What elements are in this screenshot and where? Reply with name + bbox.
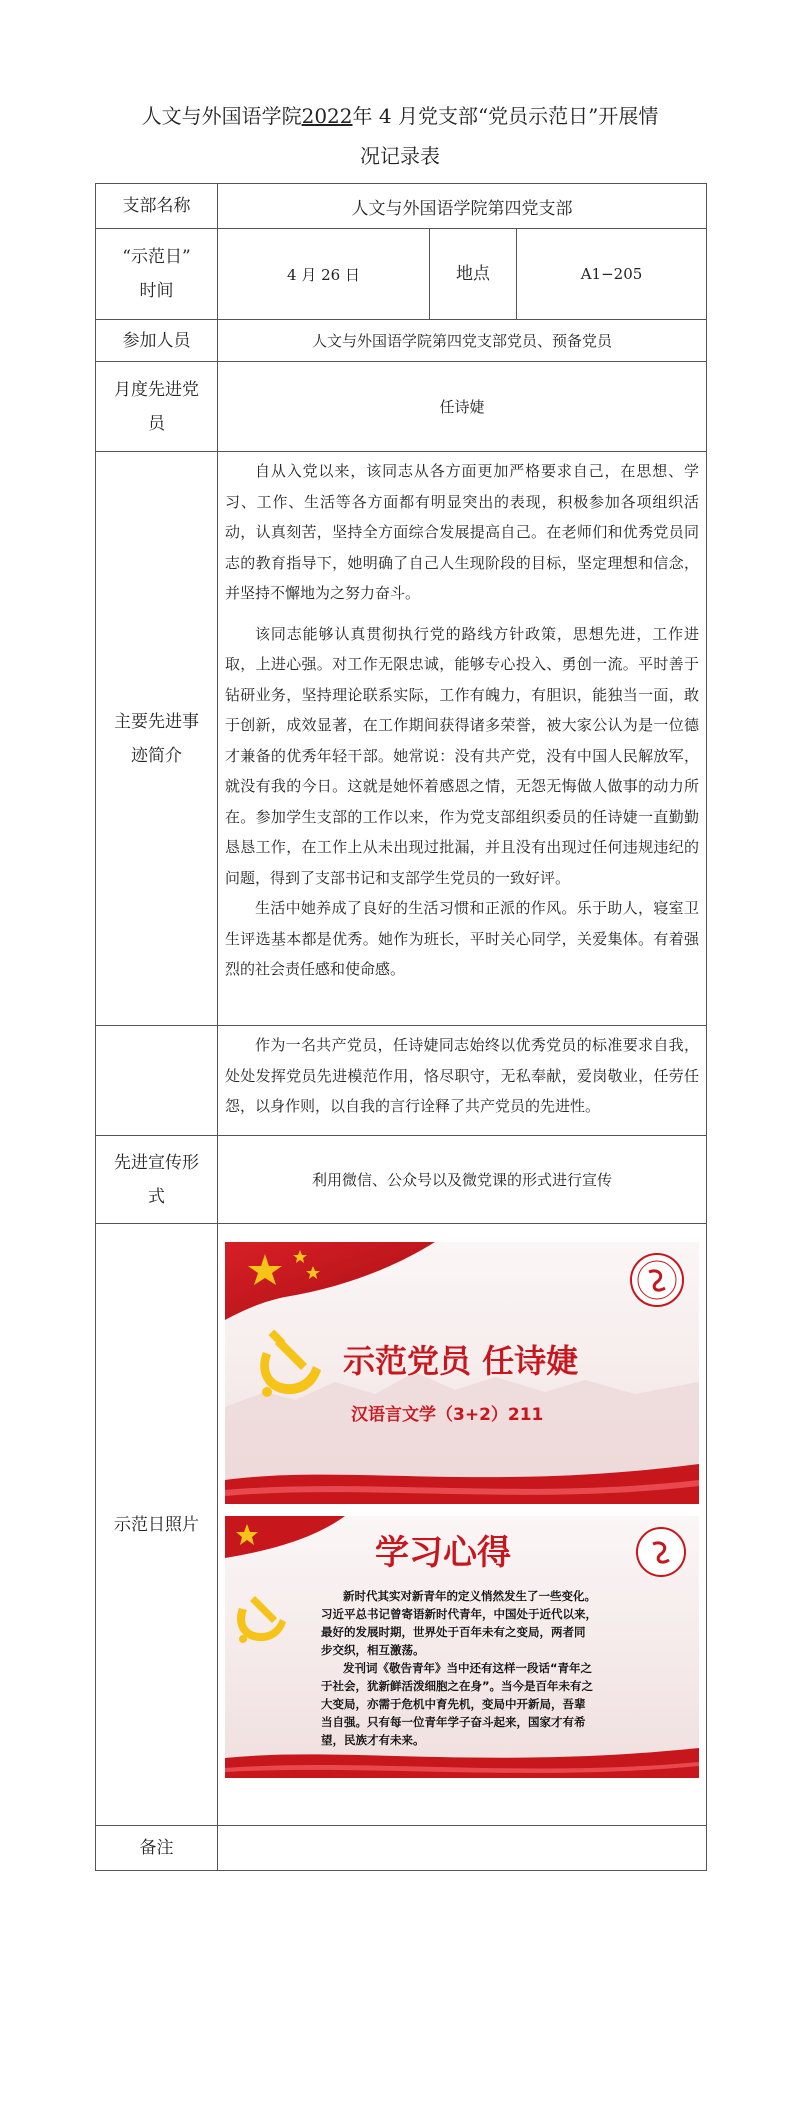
row-summary — [96, 1026, 707, 1136]
deeds-paragraph: 该同志能够认真贯彻执行党的路线方针政策，思想先进，工作进取，上进心强。对工作无限忠诚，能够专心投入、勇创一流。平时善于钻研业务，坚持理论联系实际，工作有魄力，有胆识，能独当一面，敢于创新，成效显著，在工作期间获得诸多荣誉，被大家公认为是一位德才兼备的优秀年轻干部。她常说：没有共产党，没有中国人民解放军，就没有我的今日。这就是她怀着感恩之情，无怨无悔做人做事的动力所在。参加学生支部的工作以来，作为党支部组织委员的任诗婕一直勤勤恳恳工作，在工作上从未出现过批漏，并且没有出现过任何违规违纪的问题，得到了支部书记和支部学生党员的一致好评。 — [225, 624, 699, 887]
participants-value: 人文与外国语学院第四党支部党员、预备党员 — [218, 320, 707, 362]
photos-label: 示范日照片 — [96, 1224, 218, 1826]
title-line-1 — [100, 96, 700, 136]
photo-slide-2 — [225, 1516, 699, 1778]
summary-label-empty — [96, 1026, 218, 1136]
promo-label — [96, 1136, 218, 1224]
title-year: 2022 — [301, 104, 353, 128]
row-branch — [96, 184, 707, 229]
slide-2-line: 习近平总书记曾寄语新时代青年，中国处于近代以来， — [321, 1607, 597, 1621]
slide-2-line: 于社会，犹新鲜活泼细胞之在身”。当今是百年未有之 — [321, 1679, 594, 1693]
promo-value: 利用微信、公众号以及微党课的形式进行宣传 — [218, 1136, 707, 1224]
branch-value: 人文与外国语学院第四党支部 — [218, 184, 707, 229]
place-label: 地点 — [430, 229, 517, 320]
slide-2-line: 步交织，相互激荡。 — [321, 1643, 425, 1657]
slide-2-text — [321, 1589, 597, 1747]
row-date — [96, 229, 707, 320]
summary-paragraph: 作为一名共产党员，任诗婕同志始终以优秀党员的标准要求自我，处处发挥党员先进模范作用，恪尽职守，无私奉献，爱岗敬业，任劳任怨，以身作则，以自我的言行诠释了共产党员的先进性。 — [225, 1036, 699, 1115]
row-photos — [96, 1224, 707, 1826]
slide-2-line: 当自强。只有每一位青年学子奋斗起来，国家才有希 — [321, 1715, 586, 1729]
photos-cell — [218, 1224, 707, 1826]
row-participants — [96, 320, 707, 362]
school-logo-icon — [631, 1254, 683, 1306]
participants-label: 参加人员 — [96, 320, 218, 362]
date-label — [96, 229, 218, 320]
promo-label-line-2: 式 — [148, 1186, 165, 1207]
school-logo-icon — [637, 1528, 685, 1576]
title-line-2: 况记录表 — [360, 144, 440, 168]
slide-1-subtitle: 汉语言文学（3+2）211 — [351, 1405, 544, 1425]
place-value: A1−205 — [517, 229, 707, 320]
promo-label-line-1: 先进宣传形 — [114, 1152, 199, 1173]
document-title — [100, 96, 700, 176]
monthly-value: 任诗婕 — [218, 362, 707, 452]
monthly-label-line-1: 月度先进党 — [114, 379, 199, 400]
monthly-label — [96, 362, 218, 452]
row-monthly — [96, 362, 707, 452]
summary-content — [218, 1026, 707, 1136]
title-prefix: 人文与外国语学院 — [141, 104, 302, 128]
slide-2-graphic — [225, 1516, 699, 1778]
deeds-paragraph: 自从入党以来，该同志从各方面更加严格要求自己，在思想、学习、工作、生活等各方面都有明显突出的表现，积极参加各项组织活动，认真刻苦，坚持全方面综合发展提高自己。在老师们和优秀党员同志的教育指导下，她明确了自己人生现阶段的目标，坚定理想和信念，并坚持不懈地为之努力奋斗。 — [225, 462, 699, 602]
slide-1-graphic — [225, 1242, 699, 1504]
date-label-line-2: 时间 — [139, 281, 174, 301]
slide-2-line: 最好的发展时期，世界处于百年未有之变局，两者同 — [321, 1625, 586, 1639]
row-notes — [96, 1826, 707, 1871]
photo-slide-1 — [225, 1242, 699, 1504]
notes-value — [218, 1826, 707, 1871]
photo-gap — [218, 1504, 706, 1516]
deeds-label-line-1: 主要先进事 — [114, 711, 199, 732]
deeds-label-line-2: 迹简介 — [131, 745, 182, 766]
row-deeds — [96, 452, 707, 1026]
slide-1-title: 示范党员 任诗婕 — [343, 1342, 579, 1380]
date-value: 4 月 26 日 — [218, 229, 430, 320]
slide-2-line: 望，民族才有未来。 — [321, 1733, 425, 1747]
slide-2-title: 学习心得 — [375, 1533, 511, 1573]
monthly-label-line-2: 员 — [148, 413, 165, 434]
slide-2-line: 发刊词《敬告青年》当中还有这样一段话“青年之 — [343, 1661, 593, 1675]
deeds-label — [96, 452, 218, 1026]
slide-2-line: 大变局，亦需于危机中育先机，变局中开新局，吾辈 — [321, 1697, 586, 1711]
row-promo — [96, 1136, 707, 1224]
branch-label: 支部名称 — [96, 184, 218, 229]
title-suffix: 年 4 月党支部“党员示范日”开展情 — [352, 104, 659, 128]
notes-label: 备注 — [96, 1826, 218, 1871]
record-table — [95, 183, 707, 1871]
deeds-paragraph: 生活中她养成了良好的生活习惯和正派的作风。乐于助人，寝室卫生评选基本都是优秀。她作为班长，平时关心同学，关爱集体。有着强烈的社会责任感和使命感。 — [225, 899, 699, 978]
slide-2-line: 新时代其实对新青年的定义悄然发生了一些变化。 — [343, 1589, 596, 1603]
date-label-line-1: “示范日” — [122, 247, 191, 267]
deeds-content — [218, 452, 707, 1026]
